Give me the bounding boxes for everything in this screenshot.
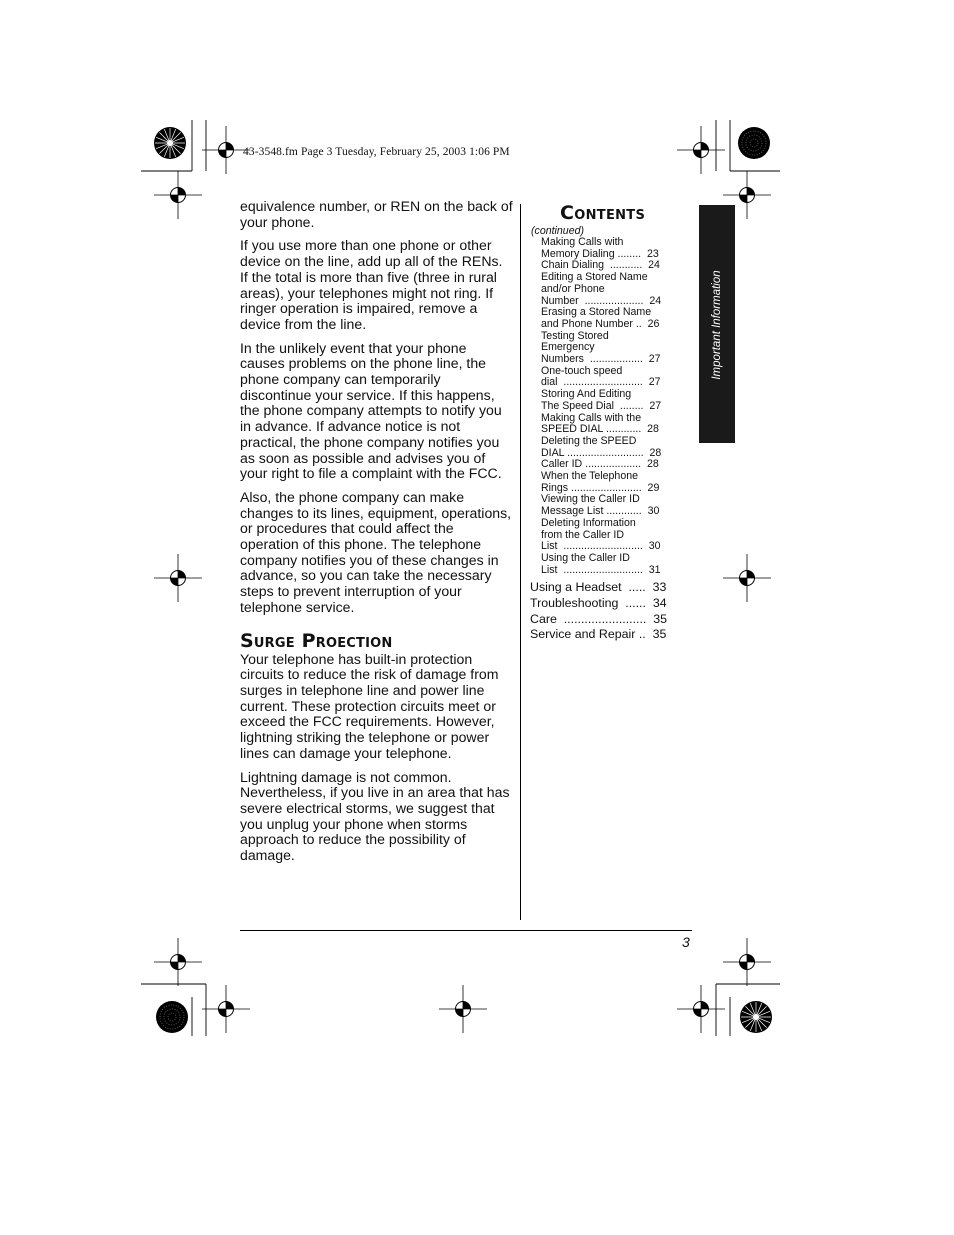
toc-line: dial ........................... 27 — [541, 376, 661, 389]
toc-line: Deleting the SPEED — [541, 434, 637, 447]
toc-title: Contents — [560, 202, 646, 224]
paragraph-surge-protection: Your telephone has built-in protection circuits to reduce the risk of damage from surges in telephone line and power line current. These protection circuits meet or exceed the FCC requirements. However, lightning striking the telephone or power lines can damage your telephone. — [240, 650, 499, 761]
toc-line: and Phone Number .. 26 — [541, 317, 660, 330]
toc-line: and/or Phone — [541, 282, 605, 295]
side-tab-label: Important Information — [711, 270, 723, 380]
toc-line: Testing Stored — [541, 329, 609, 342]
toc-line: Message List ............ 30 — [541, 505, 660, 518]
toc-line: Storing And Editing — [541, 388, 632, 401]
toc-line: Making Calls with — [541, 236, 624, 248]
toc-line: Numbers .................. 27 — [541, 353, 661, 366]
toc-line: Memory Dialing ........ 23 — [541, 247, 659, 260]
section-heading-surge: Surge Proection — [240, 629, 393, 652]
toc-line: Viewing the Caller ID — [541, 493, 640, 506]
toc-line: Emergency — [541, 341, 595, 354]
toc-line: When the Telephone — [541, 470, 638, 483]
toc-line: Chain Dialing ........... 24 — [541, 259, 660, 272]
paragraph-service-discontinue: In the unlikely event that your phone causes problems on the phone line, the phone company can temporarily discontinue your service. If this happens, the phone company attempts to notify you in advance. If advance notice is not practical, the phone company notifies you as soon as possible and advises you of your right to file a complaint with the FCC. — [240, 339, 502, 482]
paragraph-ren: equivalence number, or REN on the back of your phone. — [240, 198, 513, 230]
toc-entry-care: Care ........................ 35 — [530, 611, 668, 626]
section-side-tab — [699, 205, 735, 443]
toc-line: DIAL .......................... 28 — [541, 446, 662, 459]
toc-line: List ........................... 31 — [541, 563, 661, 576]
toc-line: One-touch speed — [541, 364, 623, 377]
toc-line: SPEED DIAL ............ 28 — [541, 423, 659, 436]
toc-line: Erasing a Stored Name — [541, 306, 652, 319]
page-number: 3 — [682, 934, 690, 950]
toc-continued-label: (continued) — [531, 225, 584, 237]
paragraph-multiple-devices: If you use more than one phone or other device on the line, add up all of the RENs. If the total is more than five (three in rural areas), your telephones might not ring. If ringer operation is impaired, remove a device from the line. — [240, 237, 503, 332]
table-of-contents — [530, 201, 670, 643]
file-info-header: 43-3548.fm Page 3 Tuesday, February 25, 2003 1:06 PM — [243, 146, 510, 158]
toc-entry-headset: Using a Headset ..... 33 — [530, 580, 667, 595]
toc-line: from the Caller ID — [541, 528, 625, 541]
toc-line: Caller ID ................... 28 — [541, 458, 659, 471]
toc-line: Deleting Information — [541, 516, 636, 529]
toc-line: Number .................... 24 — [541, 294, 662, 307]
toc-line: Making Calls with the — [541, 411, 642, 424]
toc-line: Rings ........................ 29 — [541, 481, 660, 494]
paragraph-lightning: Lightning damage is not common. Nevertheless, if you live in an area that has severe electrical storms, we suggest that you unplug your phone when storms approach to reduce the possibility of damage. — [240, 768, 510, 864]
toc-line: Using the Caller ID — [541, 551, 630, 564]
toc-entry-service-repair: Service and Repair .. 35 — [530, 627, 667, 642]
toc-sub-entries — [541, 237, 665, 576]
toc-line: The Speed Dial ........ 27 — [541, 399, 662, 412]
toc-line: List ........................... 30 — [541, 540, 661, 553]
column-divider — [520, 204, 521, 920]
body-text-column — [240, 199, 514, 872]
paragraph-company-changes: Also, the phone company can make changes to its lines, equipment, operations, or procedures that could affect the operation of this phone. The telephone company notifies you of these changes in advance, so you can take the necessary steps to prevent interruption of your telephone service. — [240, 488, 512, 615]
footer-rule — [240, 930, 692, 931]
toc-line: Editing a Stored Name — [541, 271, 648, 284]
toc-entry-troubleshooting: Troubleshooting ...... 34 — [530, 595, 667, 610]
toc-main-entries — [530, 580, 668, 642]
